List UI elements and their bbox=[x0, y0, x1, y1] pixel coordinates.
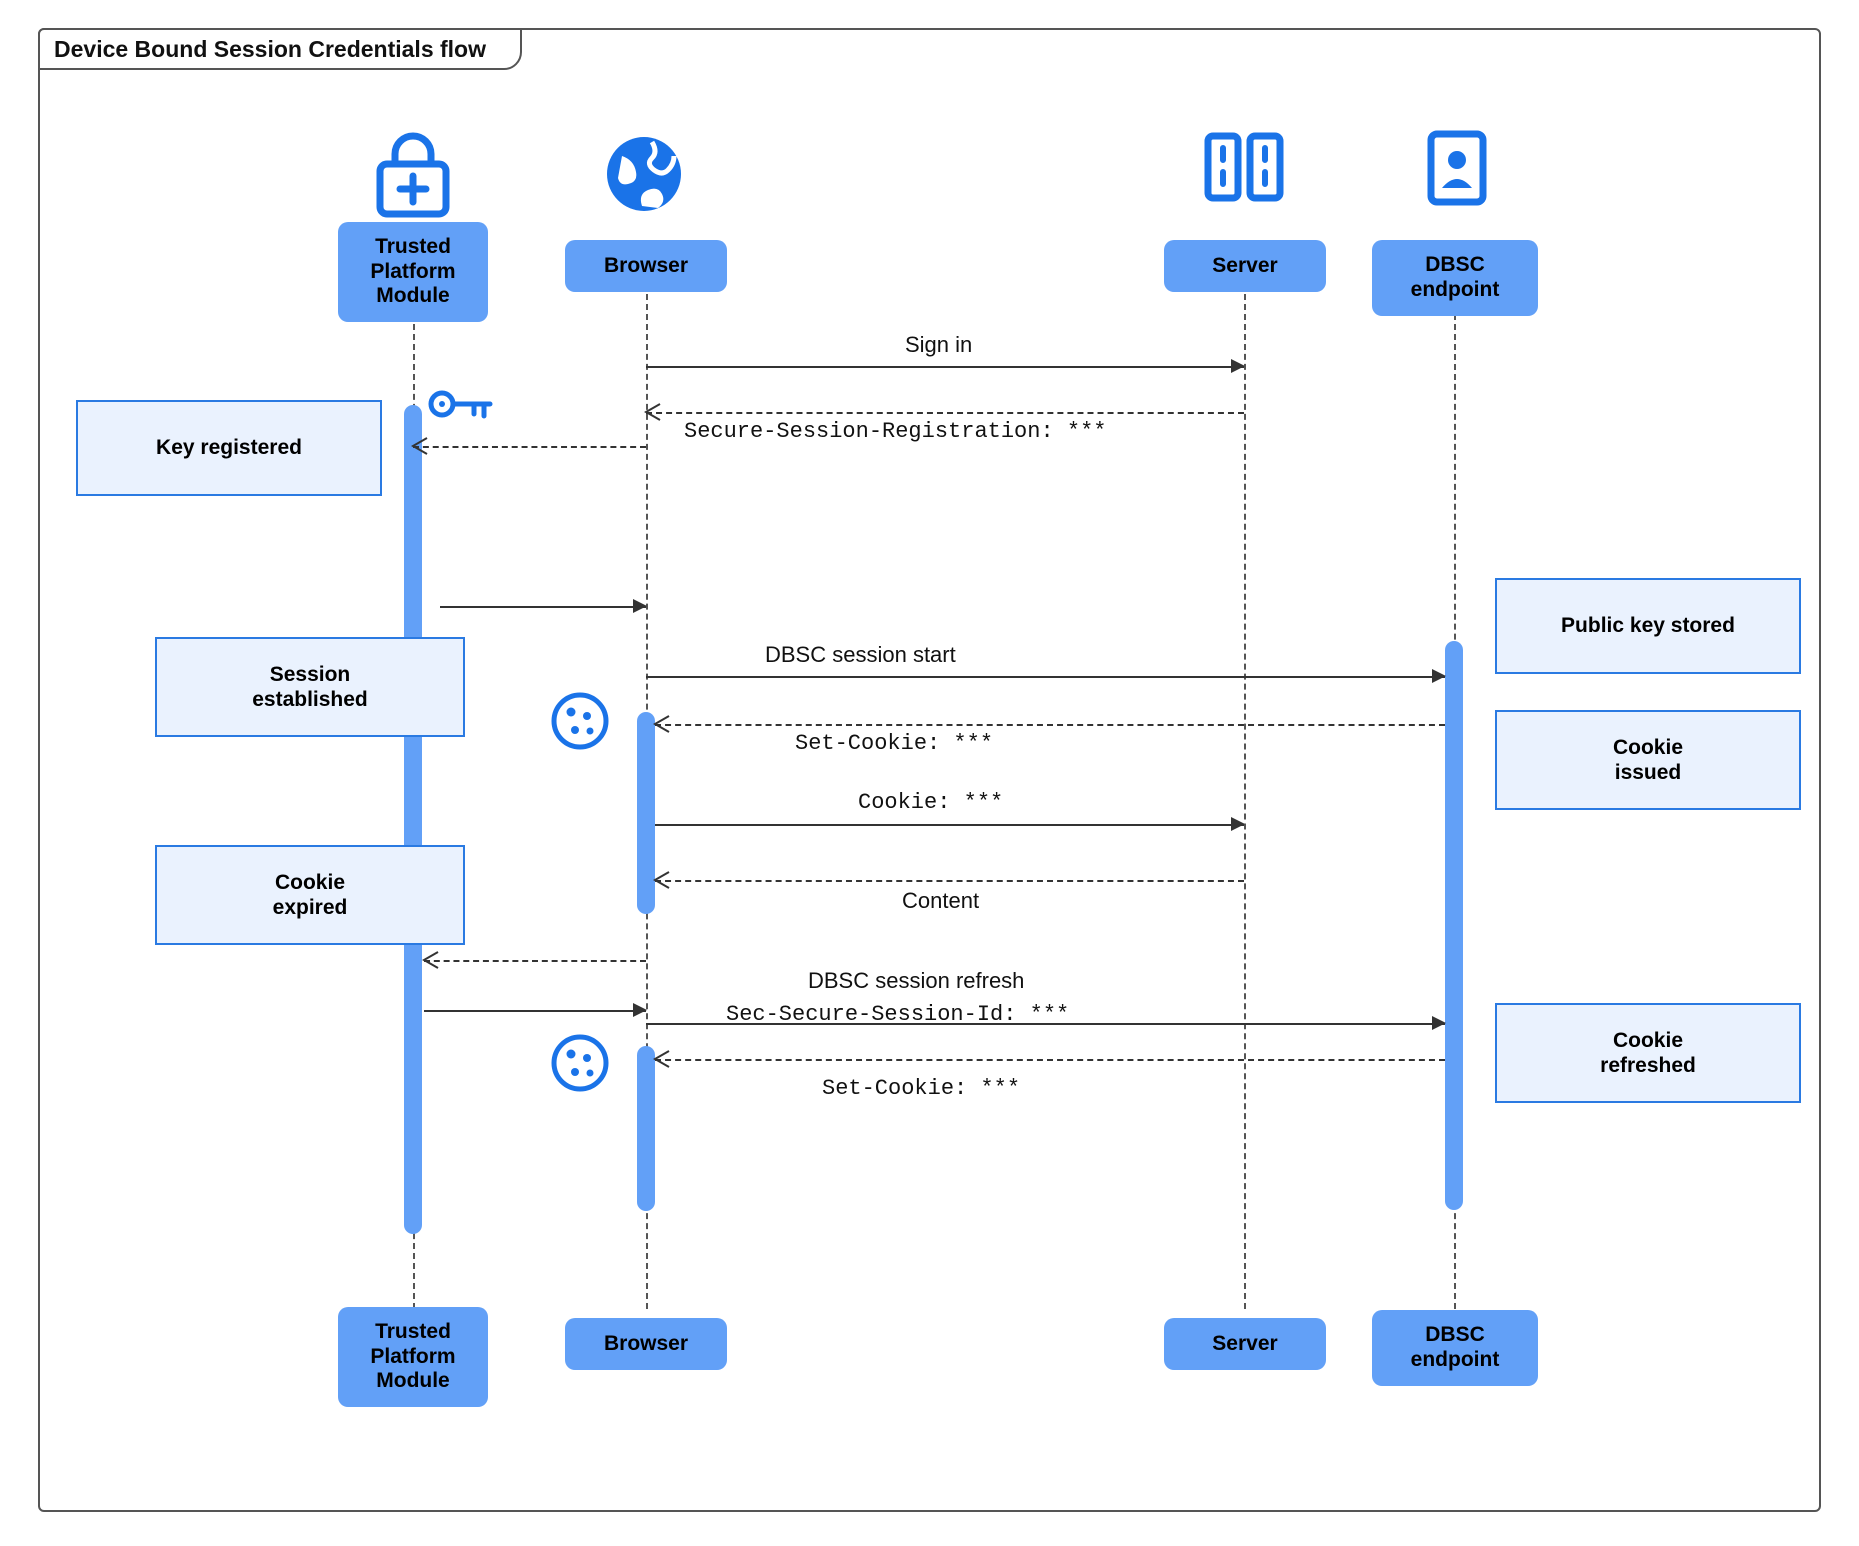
actor-server-top[interactable] bbox=[1164, 240, 1326, 292]
arrow-head-icon bbox=[633, 599, 647, 613]
message-line bbox=[655, 880, 1244, 882]
actor-dbsc-bottom[interactable] bbox=[1372, 1310, 1538, 1386]
arrow-head-icon bbox=[1231, 359, 1245, 373]
activation-tpm bbox=[404, 405, 422, 1234]
note-text: Public key stored bbox=[1561, 614, 1735, 638]
actor-label-line: Browser bbox=[603, 253, 689, 277]
actor-label-line: Module bbox=[376, 284, 450, 308]
lock-plus-icon bbox=[371, 128, 455, 218]
actor-label-line: Server bbox=[1212, 1331, 1278, 1355]
actor-label-line: DBSC bbox=[1425, 253, 1485, 277]
globe-icon bbox=[602, 132, 686, 216]
lifeline-server bbox=[1244, 284, 1246, 1309]
note-public-key-stored bbox=[1495, 578, 1801, 674]
note-text-line: Cookie bbox=[274, 870, 345, 894]
note-text-line: Cookie bbox=[1612, 1028, 1683, 1052]
message-label-set-cookie-2: Set-Cookie: *** bbox=[822, 1076, 1021, 1101]
actor-tpm-bottom[interactable] bbox=[338, 1307, 488, 1407]
message-label-dbsc-session-start: DBSC session start bbox=[765, 642, 956, 667]
message-line bbox=[646, 412, 1244, 414]
arrow-head-icon bbox=[1432, 1016, 1446, 1030]
page-title: Device Bound Session Credentials flow bbox=[54, 35, 486, 62]
note-text: Key registered bbox=[156, 436, 302, 460]
note-cookie-expired bbox=[155, 845, 465, 945]
message-line bbox=[424, 1010, 646, 1012]
message-line bbox=[646, 676, 1445, 678]
note-text-line: refreshed bbox=[1600, 1054, 1696, 1077]
actor-label-line: endpoint bbox=[1410, 1348, 1500, 1371]
actor-browser-top[interactable] bbox=[565, 240, 727, 292]
note-session-established bbox=[155, 637, 465, 737]
key-icon bbox=[428, 385, 496, 423]
note-text-line: established bbox=[252, 688, 368, 711]
message-label-cookie: Cookie: *** bbox=[858, 790, 1004, 815]
arrow-open-icon bbox=[653, 871, 671, 889]
note-text-line: expired bbox=[272, 896, 348, 919]
actor-dbsc-top[interactable] bbox=[1372, 240, 1538, 316]
arrow-open-icon bbox=[653, 715, 671, 733]
message-line bbox=[440, 606, 646, 608]
message-line bbox=[646, 366, 1244, 368]
arrow-head-icon bbox=[1432, 669, 1446, 683]
message-line bbox=[655, 724, 1445, 726]
message-line bbox=[413, 446, 646, 448]
message-line bbox=[424, 960, 646, 962]
arrow-head-icon bbox=[1231, 817, 1245, 831]
actor-label-line: Server bbox=[1212, 253, 1278, 277]
message-line bbox=[655, 824, 1244, 826]
actor-label-line: Trusted bbox=[375, 234, 451, 258]
actor-tpm-top[interactable] bbox=[338, 222, 488, 322]
actor-label-line: Platform bbox=[370, 1344, 456, 1368]
message-label-content: Content bbox=[902, 888, 980, 913]
arrow-head-icon bbox=[633, 1003, 647, 1017]
actor-label-line: Platform bbox=[370, 259, 456, 283]
arrow-open-icon bbox=[422, 951, 440, 969]
actor-label-line: Browser bbox=[603, 1331, 689, 1355]
server-racks-icon bbox=[1203, 132, 1285, 202]
activation-dbsc bbox=[1445, 641, 1463, 1210]
cookie-icon bbox=[549, 690, 611, 752]
note-key-registered bbox=[76, 400, 382, 496]
activation-browser-2 bbox=[637, 1046, 655, 1211]
message-label-dbsc-session-refresh: DBSC session refresh bbox=[808, 968, 1025, 993]
note-cookie-refreshed bbox=[1495, 1003, 1801, 1103]
message-label-sec-secure-session-id: Sec-Secure-Session-Id: *** bbox=[726, 1002, 1070, 1027]
actor-browser-bottom[interactable] bbox=[565, 1318, 727, 1370]
actor-label-line: DBSC bbox=[1425, 1323, 1485, 1347]
note-text-line: Cookie bbox=[1612, 735, 1683, 759]
message-label-secure-session-registration: Secure-Session-Registration: *** bbox=[684, 419, 1107, 444]
message-label-sign-in: Sign in bbox=[905, 332, 973, 357]
id-badge-icon bbox=[1427, 130, 1487, 206]
message-label-set-cookie-1: Set-Cookie: *** bbox=[795, 731, 994, 756]
arrow-open-icon bbox=[653, 1050, 671, 1068]
note-cookie-issued bbox=[1495, 710, 1801, 810]
arrow-open-icon bbox=[644, 403, 662, 421]
cookie-icon bbox=[549, 1032, 611, 1094]
actor-label-line: endpoint bbox=[1410, 278, 1500, 301]
arrow-open-icon bbox=[411, 437, 429, 455]
message-line bbox=[655, 1059, 1445, 1061]
actor-label-line: Module bbox=[376, 1369, 450, 1393]
note-text-line: issued bbox=[1614, 761, 1682, 784]
actor-server-bottom[interactable] bbox=[1164, 1318, 1326, 1370]
actor-label-line: Trusted bbox=[375, 1319, 451, 1343]
note-text-line: Session bbox=[269, 662, 351, 686]
diagram-title-tab bbox=[38, 28, 522, 70]
